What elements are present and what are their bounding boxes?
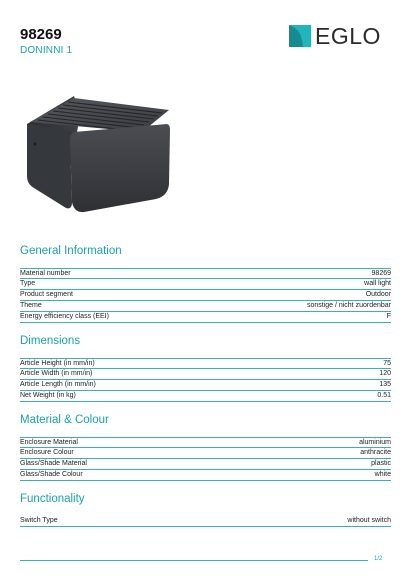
table-row [20, 301, 391, 312]
brand-name: EGLO [315, 23, 381, 49]
row-label: Article Width (in mm/in) [20, 370, 93, 377]
table-row [20, 380, 391, 391]
row-value: without switch [347, 517, 391, 524]
row-label: Theme [20, 302, 42, 309]
article-number: 98269 [20, 26, 62, 43]
row-label: Article Length (in mm/in) [20, 381, 96, 388]
table-row [20, 437, 391, 448]
material-colour-table [20, 437, 391, 481]
row-label: Type [20, 280, 36, 287]
table-row [20, 470, 391, 481]
row-value: Outdoor [365, 291, 391, 298]
section-title-dimensions: Dimensions [20, 335, 81, 347]
page-number: 1/2 [374, 556, 383, 562]
row-label: Enclosure Material [20, 438, 78, 446]
row-value: wall light [364, 280, 391, 287]
functionality-table [20, 516, 391, 527]
row-value: 0.51 [377, 392, 391, 399]
section-title-functionality: Functionality [20, 493, 85, 505]
table-row [20, 369, 391, 380]
table-row [20, 279, 391, 290]
row-label: Glass/Shade Colour [20, 471, 83, 478]
dimensions-table [20, 358, 391, 402]
table-row [20, 391, 391, 402]
table-row [20, 268, 391, 279]
eglo-logo [289, 25, 381, 47]
table-row [20, 358, 391, 369]
table-row [20, 312, 391, 323]
general-information-table [20, 268, 391, 323]
row-value: aluminium [359, 438, 391, 446]
section-title-material: Material & Colour [20, 414, 109, 426]
row-value: white [374, 471, 391, 478]
row-value: 98269 [371, 269, 391, 277]
row-label: Net Weight (in kg) [20, 392, 76, 399]
row-label: Article Height (in mm/in) [20, 359, 95, 367]
wall-light-product-photo [24, 96, 174, 214]
row-value: 120 [379, 370, 391, 377]
table-row [20, 448, 391, 459]
row-value: F [386, 313, 391, 320]
row-label: Enclosure Colour [20, 449, 74, 456]
row-value: sonstige / nicht zuordenbar [306, 302, 391, 309]
eglo-logo-icon [289, 25, 311, 47]
row-label: Switch Type [20, 517, 58, 524]
table-row [20, 459, 391, 470]
row-value: plastic [371, 460, 391, 467]
row-value: anthracite [360, 449, 391, 456]
row-label: Material number [20, 269, 71, 277]
row-value: 75 [383, 359, 391, 367]
footer-divider [20, 560, 368, 561]
table-row [20, 516, 391, 527]
row-label: Energy efficiency class (EEI) [20, 313, 109, 320]
section-title-general: General Information [20, 245, 122, 257]
table-row [20, 290, 391, 301]
row-value: 135 [379, 381, 391, 388]
row-label: Glass/Shade Material [20, 460, 87, 467]
row-label: Product segment [20, 291, 73, 298]
article-name: DONINNI 1 [20, 45, 73, 56]
